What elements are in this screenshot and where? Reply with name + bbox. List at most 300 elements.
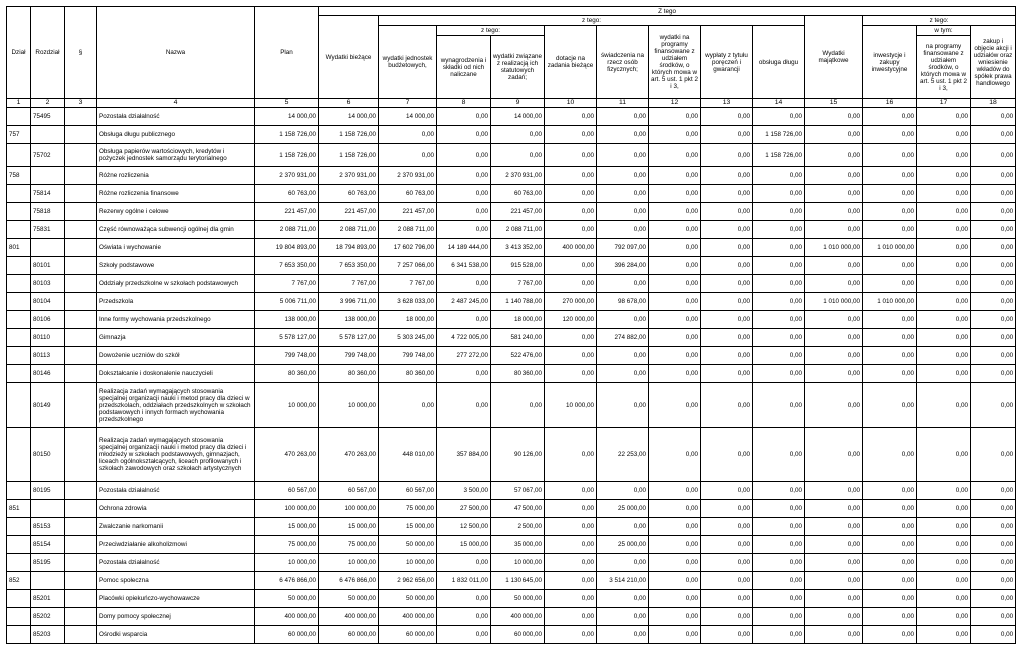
header-inwestycje: inwestycje i zakupy inwestycyjne [863, 26, 917, 99]
column-number: 14 [753, 99, 805, 108]
nazwa-cell: Dokształcanie i doskonalenie nauczycieli [97, 365, 255, 383]
paragraf-cell [65, 221, 97, 239]
nazwa-cell: Rezerwy ogólne i celowe [97, 203, 255, 221]
amount-cell: 6 341 538,00 [437, 257, 491, 275]
amount-cell: 10 000,00 [379, 554, 437, 572]
amount-cell: 0,00 [597, 108, 649, 126]
amount-cell: 0,00 [805, 608, 863, 626]
amount-cell: 10 000,00 [491, 554, 545, 572]
amount-cell: 17 602 796,00 [379, 239, 437, 257]
dzial-cell [7, 554, 31, 572]
amount-cell: 0,00 [649, 428, 701, 482]
amount-cell: 0,00 [917, 108, 971, 126]
amount-cell: 0,00 [649, 347, 701, 365]
amount-cell: 60 567,00 [255, 482, 319, 500]
amount-cell: 0,00 [917, 482, 971, 500]
amount-cell: 0,00 [917, 536, 971, 554]
amount-cell: 522 476,00 [491, 347, 545, 365]
amount-cell: 0,00 [597, 626, 649, 644]
table-row [7, 239, 1016, 257]
amount-cell: 0,00 [917, 293, 971, 311]
amount-cell: 0,00 [649, 383, 701, 428]
amount-cell: 0,00 [649, 167, 701, 185]
dzial-cell [7, 626, 31, 644]
amount-cell: 14 189 444,00 [437, 239, 491, 257]
amount-cell: 0,00 [649, 221, 701, 239]
amount-cell: 1 158 726,00 [319, 144, 379, 167]
header-wydatki-programy: wydatki na programy finansowane z udziałem środków, o których mowa w art. 5 ust. 1 pkt 2 i 3, [649, 26, 701, 99]
amount-cell: 15 000,00 [255, 518, 319, 536]
dzial-cell [7, 347, 31, 365]
amount-cell: 14 000,00 [379, 108, 437, 126]
table-row [7, 590, 1016, 608]
nazwa-cell: Realizacja zadań wymagających stosowania specjalnej organizacji nauki i metod pracy dla dzieci w przedszkolach, oddziałach przedszkolnych w szkołach podstawowych i innych formach wychowania przedszkolnego [97, 383, 255, 428]
dzial-cell [7, 293, 31, 311]
amount-cell: 0,00 [753, 293, 805, 311]
amount-cell: 2 370 931,00 [319, 167, 379, 185]
paragraf-cell [65, 500, 97, 518]
amount-cell: 1 832 011,00 [437, 572, 491, 590]
amount-cell: 0,00 [701, 383, 753, 428]
amount-cell: 0,00 [649, 518, 701, 536]
dzial-cell [7, 221, 31, 239]
amount-cell: 0,00 [917, 383, 971, 428]
amount-cell: 0,00 [805, 572, 863, 590]
amount-cell: 0,00 [805, 536, 863, 554]
amount-cell: 0,00 [917, 221, 971, 239]
amount-cell: 0,00 [753, 185, 805, 203]
amount-cell: 0,00 [649, 144, 701, 167]
nazwa-cell: Pozostała działalność [97, 482, 255, 500]
amount-cell: 2 487 245,00 [437, 293, 491, 311]
column-number: 4 [97, 99, 255, 108]
table-row [7, 144, 1016, 167]
amount-cell: 0,00 [379, 383, 437, 428]
nazwa-cell: Domy pomocy społecznej [97, 608, 255, 626]
amount-cell: 12 500,00 [437, 518, 491, 536]
amount-cell: 0,00 [863, 203, 917, 221]
nazwa-cell: Pomoc społeczna [97, 572, 255, 590]
rozdzial-cell: 85203 [31, 626, 65, 644]
amount-cell: 0,00 [971, 608, 1016, 626]
amount-cell: 400 000,00 [545, 239, 597, 257]
amount-cell: 0,00 [597, 383, 649, 428]
amount-cell: 0,00 [545, 275, 597, 293]
column-number: 8 [437, 99, 491, 108]
amount-cell: 0,00 [971, 365, 1016, 383]
amount-cell: 22 253,00 [597, 428, 649, 482]
amount-cell: 0,00 [649, 108, 701, 126]
header-dotacje: dotacje na zadania bieżące [545, 26, 597, 99]
column-number: 16 [863, 99, 917, 108]
amount-cell: 0,00 [437, 554, 491, 572]
amount-cell: 0,00 [753, 626, 805, 644]
nazwa-cell: Obsługa papierów wartościowych, kredytów i pożyczek jednostek samorządu terytorialnego [97, 144, 255, 167]
amount-cell: 1 140 788,00 [491, 293, 545, 311]
amount-cell: 0,00 [863, 311, 917, 329]
amount-cell: 0,00 [805, 554, 863, 572]
amount-cell: 0,00 [917, 126, 971, 144]
amount-cell: 1 010 000,00 [805, 239, 863, 257]
dzial-cell [7, 608, 31, 626]
rozdzial-cell: 80103 [31, 275, 65, 293]
amount-cell: 0,00 [971, 500, 1016, 518]
dzial-cell [7, 185, 31, 203]
amount-cell: 60 763,00 [255, 185, 319, 203]
amount-cell: 4 722 005,00 [437, 329, 491, 347]
amount-cell: 0,00 [971, 536, 1016, 554]
amount-cell: 0,00 [863, 126, 917, 144]
paragraf-cell [65, 108, 97, 126]
amount-cell: 0,00 [701, 185, 753, 203]
amount-cell: 221 457,00 [255, 203, 319, 221]
column-number: 15 [805, 99, 863, 108]
header-w-tym: w tym: [917, 26, 971, 36]
amount-cell: 90 126,00 [491, 428, 545, 482]
header-nazwa: Nazwa [97, 7, 255, 99]
column-number-row [7, 99, 1016, 108]
nazwa-cell: Placówki opiekuńczo-wychowawcze [97, 590, 255, 608]
paragraf-cell [65, 572, 97, 590]
amount-cell: 448 010,00 [379, 428, 437, 482]
amount-cell: 0,00 [545, 554, 597, 572]
amount-cell: 1 010 000,00 [805, 293, 863, 311]
table-row [7, 126, 1016, 144]
amount-cell: 7 767,00 [255, 275, 319, 293]
table-row [7, 221, 1016, 239]
amount-cell: 0,00 [917, 257, 971, 275]
paragraf-cell [65, 311, 97, 329]
amount-cell: 0,00 [863, 428, 917, 482]
rozdzial-cell: 80195 [31, 482, 65, 500]
amount-cell: 0,00 [649, 257, 701, 275]
amount-cell: 0,00 [863, 608, 917, 626]
amount-cell: 0,00 [971, 221, 1016, 239]
table-row [7, 257, 1016, 275]
table-row [7, 383, 1016, 428]
amount-cell: 2 088 711,00 [491, 221, 545, 239]
amount-cell: 0,00 [545, 518, 597, 536]
amount-cell: 0,00 [805, 500, 863, 518]
column-number: 18 [971, 99, 1016, 108]
amount-cell: 0,00 [491, 383, 545, 428]
nazwa-cell: Oddziały przedszkolne w szkołach podstawowych [97, 275, 255, 293]
amount-cell: 0,00 [491, 144, 545, 167]
header-z-tego-jednostek: z tego: [437, 26, 545, 36]
dzial-cell: 852 [7, 572, 31, 590]
amount-cell: 0,00 [753, 572, 805, 590]
amount-cell: 7 257 066,00 [379, 257, 437, 275]
amount-cell: 0,00 [863, 536, 917, 554]
amount-cell: 470 263,00 [319, 428, 379, 482]
dzial-cell: 851 [7, 500, 31, 518]
amount-cell: 2 962 656,00 [379, 572, 437, 590]
amount-cell: 75 000,00 [379, 500, 437, 518]
paragraf-cell [65, 590, 97, 608]
paragraf-cell [65, 626, 97, 644]
paragraf-cell [65, 185, 97, 203]
amount-cell: 0,00 [753, 428, 805, 482]
amount-cell: 0,00 [971, 257, 1016, 275]
table-row [7, 365, 1016, 383]
amount-cell: 3 996 711,00 [319, 293, 379, 311]
amount-cell: 0,00 [649, 482, 701, 500]
dzial-cell [7, 428, 31, 482]
amount-cell: 0,00 [805, 428, 863, 482]
amount-cell: 0,00 [805, 482, 863, 500]
amount-cell: 0,00 [971, 428, 1016, 482]
rozdzial-cell: 85153 [31, 518, 65, 536]
amount-cell: 2 500,00 [491, 518, 545, 536]
amount-cell: 0,00 [701, 203, 753, 221]
amount-cell: 0,00 [649, 311, 701, 329]
table-row [7, 536, 1016, 554]
amount-cell: 799 748,00 [379, 347, 437, 365]
amount-cell: 60 763,00 [379, 185, 437, 203]
amount-cell: 0,00 [971, 383, 1016, 428]
amount-cell: 18 000,00 [491, 311, 545, 329]
amount-cell: 0,00 [863, 590, 917, 608]
column-number: 10 [545, 99, 597, 108]
rozdzial-cell: 85195 [31, 554, 65, 572]
amount-cell: 0,00 [649, 293, 701, 311]
amount-cell: 0,00 [649, 239, 701, 257]
amount-cell: 50 000,00 [491, 590, 545, 608]
amount-cell: 0,00 [917, 239, 971, 257]
amount-cell: 0,00 [917, 626, 971, 644]
amount-cell: 25 000,00 [597, 536, 649, 554]
amount-cell: 10 000,00 [255, 554, 319, 572]
amount-cell: 0,00 [545, 108, 597, 126]
amount-cell: 0,00 [863, 572, 917, 590]
amount-cell: 100 000,00 [319, 500, 379, 518]
amount-cell: 0,00 [545, 482, 597, 500]
amount-cell: 0,00 [437, 275, 491, 293]
amount-cell: 14 000,00 [319, 108, 379, 126]
amount-cell: 396 284,00 [597, 257, 649, 275]
amount-cell: 7 653 350,00 [255, 257, 319, 275]
amount-cell: 0,00 [545, 347, 597, 365]
amount-cell: 0,00 [597, 203, 649, 221]
rozdzial-cell: 80113 [31, 347, 65, 365]
amount-cell: 14 000,00 [255, 108, 319, 126]
amount-cell: 0,00 [917, 500, 971, 518]
amount-cell: 0,00 [437, 590, 491, 608]
amount-cell: 0,00 [701, 536, 753, 554]
amount-cell: 0,00 [701, 239, 753, 257]
nazwa-cell: Szkoły podstawowe [97, 257, 255, 275]
amount-cell: 0,00 [597, 167, 649, 185]
amount-cell: 50 000,00 [319, 590, 379, 608]
amount-cell: 0,00 [753, 239, 805, 257]
amount-cell: 0,00 [753, 536, 805, 554]
table-row [7, 428, 1016, 482]
dzial-cell [7, 536, 31, 554]
amount-cell: 400 000,00 [255, 608, 319, 626]
nazwa-cell: Ośrodki wsparcia [97, 626, 255, 644]
amount-cell: 2 370 931,00 [379, 167, 437, 185]
amount-cell: 47 500,00 [491, 500, 545, 518]
amount-cell: 0,00 [701, 167, 753, 185]
amount-cell: 0,00 [649, 185, 701, 203]
amount-cell: 0,00 [753, 608, 805, 626]
amount-cell: 0,00 [753, 108, 805, 126]
paragraf-cell [65, 203, 97, 221]
amount-cell: 0,00 [863, 500, 917, 518]
amount-cell: 0,00 [597, 608, 649, 626]
amount-cell: 3 628 033,00 [379, 293, 437, 311]
amount-cell: 5 578 127,00 [255, 329, 319, 347]
amount-cell: 0,00 [863, 518, 917, 536]
column-number: 5 [255, 99, 319, 108]
column-number: 3 [65, 99, 97, 108]
amount-cell: 3 413 352,00 [491, 239, 545, 257]
amount-cell: 0,00 [649, 203, 701, 221]
amount-cell: 0,00 [805, 311, 863, 329]
amount-cell: 0,00 [437, 126, 491, 144]
amount-cell: 80 360,00 [491, 365, 545, 383]
amount-cell: 3 514 210,00 [597, 572, 649, 590]
nazwa-cell: Ochrona zdrowia [97, 500, 255, 518]
paragraf-cell [65, 144, 97, 167]
amount-cell: 0,00 [917, 518, 971, 536]
table-row [7, 167, 1016, 185]
column-number: 11 [597, 99, 649, 108]
amount-cell: 0,00 [863, 257, 917, 275]
amount-cell: 0,00 [971, 167, 1016, 185]
amount-cell: 0,00 [437, 167, 491, 185]
amount-cell: 400 000,00 [491, 608, 545, 626]
amount-cell: 15 000,00 [379, 518, 437, 536]
table-row [7, 518, 1016, 536]
amount-cell: 0,00 [545, 365, 597, 383]
amount-cell: 792 097,00 [597, 239, 649, 257]
amount-cell: 0,00 [971, 203, 1016, 221]
amount-cell: 0,00 [971, 329, 1016, 347]
amount-cell: 0,00 [701, 626, 753, 644]
paragraf-cell [65, 365, 97, 383]
amount-cell: 0,00 [753, 257, 805, 275]
dzial-cell [7, 590, 31, 608]
amount-cell: 0,00 [597, 185, 649, 203]
amount-cell: 0,00 [701, 500, 753, 518]
amount-cell: 0,00 [971, 108, 1016, 126]
dzial-cell [7, 108, 31, 126]
paragraf-cell [65, 347, 97, 365]
header-wydatki-zwiazane: wydatki związane z realizacją ich statutowych zadań; [491, 36, 545, 99]
rozdzial-cell: 75818 [31, 203, 65, 221]
amount-cell: 0,00 [649, 626, 701, 644]
paragraf-cell [65, 239, 97, 257]
header-rozdzial: Rozdział [31, 7, 65, 99]
header-z-tego-majatkowe: z tego: [863, 16, 1016, 26]
nazwa-cell: Obsługa długu publicznego [97, 126, 255, 144]
amount-cell: 0,00 [437, 185, 491, 203]
amount-cell: 15 000,00 [437, 536, 491, 554]
amount-cell: 1 158 726,00 [255, 144, 319, 167]
column-number: 2 [31, 99, 65, 108]
amount-cell: 0,00 [649, 275, 701, 293]
amount-cell: 0,00 [545, 428, 597, 482]
budget-table [6, 6, 1016, 644]
table-header [7, 7, 1016, 108]
amount-cell: 0,00 [863, 347, 917, 365]
rozdzial-cell [31, 126, 65, 144]
header-wyplaty: wypłaty z tytułu poręczeń i gwarancji [701, 26, 753, 99]
header-wydatki-majatkowe: Wydatki majątkowe [805, 16, 863, 99]
nazwa-cell: Przedszkola [97, 293, 255, 311]
nazwa-cell: Inne formy wychowania przedszkolnego [97, 311, 255, 329]
amount-cell: 0,00 [701, 293, 753, 311]
dzial-cell: 758 [7, 167, 31, 185]
rozdzial-cell [31, 239, 65, 257]
amount-cell: 60 567,00 [379, 482, 437, 500]
nazwa-cell: Część równoważąca subwencji ogólnej dla gmin [97, 221, 255, 239]
table-row [7, 482, 1016, 500]
amount-cell: 10 000,00 [319, 554, 379, 572]
header-swiadczenia: świadczenia na rzecz osób fizycznych; [597, 26, 649, 99]
amount-cell: 0,00 [437, 383, 491, 428]
header-wydatki-biezace: Wydatki bieżące [319, 16, 379, 99]
amount-cell: 0,00 [701, 275, 753, 293]
table-row [7, 293, 1016, 311]
dzial-cell [7, 275, 31, 293]
amount-cell: 50 000,00 [379, 590, 437, 608]
amount-cell: 0,00 [437, 626, 491, 644]
amount-cell: 6 476 866,00 [319, 572, 379, 590]
amount-cell: 0,00 [971, 572, 1016, 590]
amount-cell: 0,00 [917, 572, 971, 590]
amount-cell: 0,00 [805, 257, 863, 275]
amount-cell: 60 763,00 [491, 185, 545, 203]
amount-cell: 0,00 [597, 365, 649, 383]
table-row [7, 275, 1016, 293]
amount-cell: 2 088 711,00 [255, 221, 319, 239]
nazwa-cell: Przeciwdziałanie alkoholizmowi [97, 536, 255, 554]
amount-cell: 0,00 [701, 144, 753, 167]
header-wynagrodzenia: wynagrodzenia i składki od nich naliczane [437, 36, 491, 99]
amount-cell: 0,00 [753, 554, 805, 572]
amount-cell: 0,00 [649, 608, 701, 626]
amount-cell: 0,00 [597, 347, 649, 365]
amount-cell: 0,00 [701, 365, 753, 383]
nazwa-cell: Dowożenie uczniów do szkół [97, 347, 255, 365]
amount-cell: 0,00 [545, 626, 597, 644]
amount-cell: 35 000,00 [491, 536, 545, 554]
nazwa-cell: Pozostała działalność [97, 108, 255, 126]
amount-cell: 0,00 [545, 572, 597, 590]
amount-cell: 915 528,00 [491, 257, 545, 275]
paragraf-cell [65, 167, 97, 185]
amount-cell: 0,00 [701, 608, 753, 626]
amount-cell: 2 370 931,00 [491, 167, 545, 185]
header-zakup-akcji: zakup i objęcie akcji i udziałów oraz wniesienie wkładów do spółek prawa handlowego [971, 26, 1016, 99]
amount-cell: 50 000,00 [255, 590, 319, 608]
amount-cell: 0,00 [545, 500, 597, 518]
amount-cell: 400 000,00 [379, 608, 437, 626]
amount-cell: 0,00 [701, 108, 753, 126]
amount-cell: 1 130 645,00 [491, 572, 545, 590]
rozdzial-cell: 85201 [31, 590, 65, 608]
rozdzial-cell [31, 167, 65, 185]
amount-cell: 6 476 866,00 [255, 572, 319, 590]
rozdzial-cell: 75814 [31, 185, 65, 203]
rozdzial-cell: 80149 [31, 383, 65, 428]
amount-cell: 0,00 [753, 311, 805, 329]
table-row [7, 500, 1016, 518]
amount-cell: 1 010 000,00 [863, 239, 917, 257]
amount-cell: 0,00 [545, 203, 597, 221]
